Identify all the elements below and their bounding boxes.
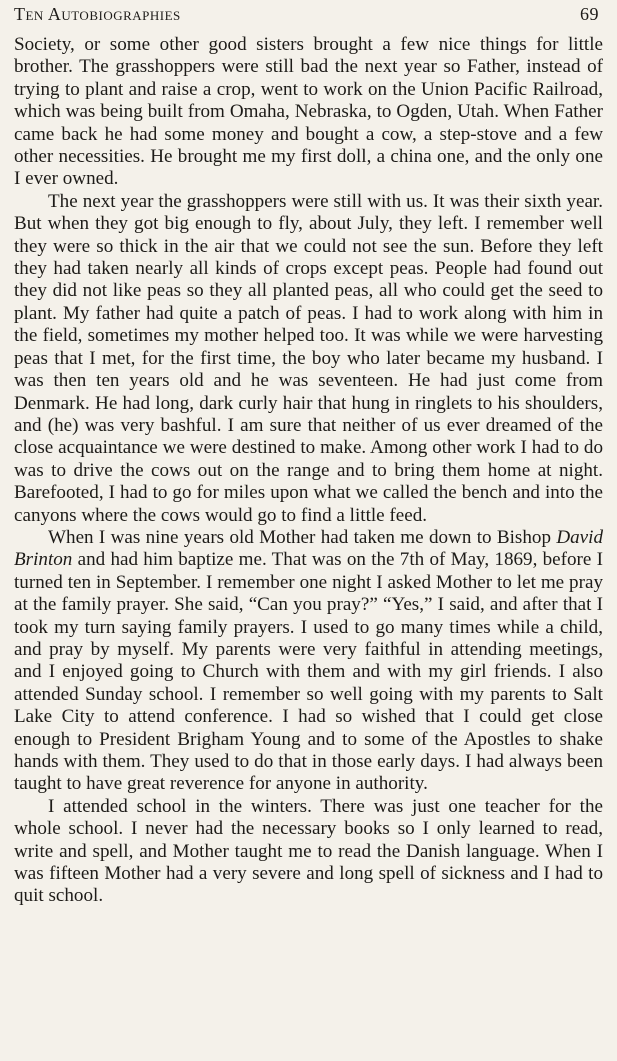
- paragraph-2: The next year the grasshoppers were still with us. It was their sixth year. But when they got big enough to fly, about July, they left. I remember well they were so thick in the air that we could not see the sun. Before they left they had taken nearly all kinds of crops except peas. People had found out they did not like peas so they all planted peas, all who could get the seed to plant. My father had quite a patch of peas. I had to work along with him in the field, sometimes my mother helped too. It was while we were harvesting peas that I met, for the first time, the boy who later became my husband. I was then ten years old and he was seventeen. He had just come from Denmark. He had long, dark curly hair that hung in ringlets to his shoulders, and (he) was very bashful. I am sure that neither of us ever dreamed of the close acquaintance we were destined to make. Among other work I had to do was to drive the cows out on the range and to bring them home at night. Barefooted, I had to go for miles upon what we called the bench and into the canyons where the cows would go to find a little feed.: [14, 190, 603, 526]
- paragraph-4: I attended school in the winters. There was just one teacher for the whole school. I never had the necessary books so I only learned to read, write and spell, and Mother taught me to read the Danish language. When I was fifteen Mother had a very severe and long spell of sickness and I had to quit school.: [14, 795, 603, 907]
- running-head: [14, 4, 603, 34]
- paragraph-3-emphasis: David Brinton: [14, 526, 603, 571]
- running-title: Ten Autobiographies: [14, 4, 181, 24]
- paragraph-1: Society, or some other good sisters brought a few nice things for little brother. The grasshoppers were still bad the next year so Father, instead of trying to plant and raise a crop, went to work on the Union Pacific Railroad, which was being built from Omaha, Nebraska, to Ogden, Utah. When Father came back he had some money and bought a cow, a step-stove and a few other necessities. He brought me my first doll, a china one, and the only one I ever owned.: [14, 34, 603, 190]
- page-number: 69: [580, 4, 599, 24]
- paragraph-3: [14, 527, 603, 796]
- body-text: [14, 34, 603, 908]
- paragraph-3-text-after: and had him baptize me. That was on the 7th of May, 1869, before I turned ten in September. I remember one night I asked Mother to let me pray at the family prayer. She said, “Can you pray?” “Yes,” I said, and after that I took my turn saying family prayers. I used to go many times while a child, and pray by myself. My parents were very faithful in attending meetings, and I enjoyed going to Church with them and with my girl friends. I also attended Sunday school. I remember so well going with my parents to Salt Lake City to attend conference. I had so wished that I could get close enough to President Brigham Young and to some of the Apostles to shake hands with them. They used to do that in those early days. I had always been taught to have great reverence for anyone in authority.: [14, 549, 603, 795]
- paragraph-3-text-before: When I was nine years old Mother had taken me down to Bishop: [48, 526, 557, 548]
